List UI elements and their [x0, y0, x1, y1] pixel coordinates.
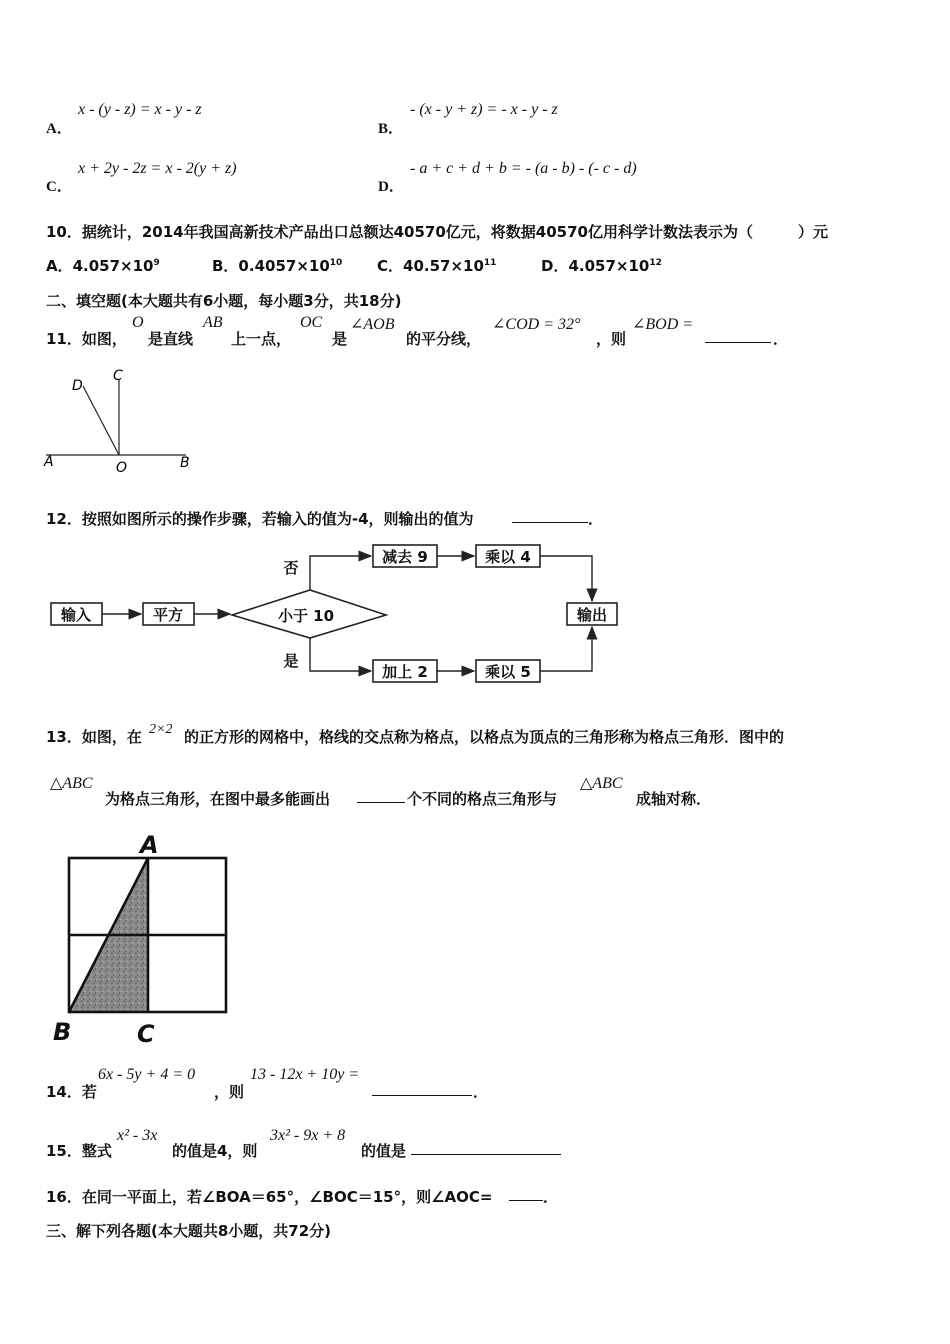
q12-end: ． — [588, 510, 604, 528]
section-3-heading: 三、解下列各题(本大题共8小题，共72分) — [46, 1222, 332, 1240]
input-label: 输入 — [60, 606, 92, 624]
q13-line2-c: 成轴对称． — [636, 790, 712, 808]
q13-line2-b: 个不同的格点三角形与 — [407, 790, 558, 808]
option-b-label: B． — [378, 121, 404, 137]
section-2-heading: 二、填空题(本大题共有6小题，每小题3分，共18分) — [46, 292, 402, 310]
q11-text-3: 是 — [332, 330, 348, 348]
vertex-b: B — [53, 1018, 72, 1046]
option-b-expression: - (x - y + z) = - x - y - z — [410, 101, 558, 118]
q13-triangle-2: △ABC — [580, 775, 623, 792]
q15-number: 15．整式 — [46, 1142, 112, 1160]
q14-expression: 13 - 12x + 10y = — [250, 1066, 360, 1083]
vertex-c: C — [137, 1020, 155, 1048]
angle-figure — [40, 366, 200, 478]
option-d-expression: - a + c + d + b = - (a - b) - (- c - d) — [410, 160, 637, 177]
q16-stem: 16．在同一平面上，若∠BOA＝65°，∠BOC＝15°，则∠AOC= — [46, 1188, 493, 1206]
q11-answer-blank[interactable] — [705, 328, 771, 347]
q14-text: ，则 — [214, 1083, 245, 1101]
q16-answer-blank[interactable] — [509, 1186, 543, 1205]
q13-triangle-1: △ABC — [50, 775, 93, 792]
q11-line-ab: AB — [203, 314, 223, 331]
condition-label: 小于 10 — [277, 607, 335, 625]
label-a: A — [44, 454, 54, 470]
q15-text-2: 的值是 — [361, 1142, 407, 1160]
ray-od — [83, 386, 119, 455]
q15-text-1: 的值是4，则 — [172, 1142, 258, 1160]
label-o: O — [116, 460, 128, 476]
label-c: C — [113, 368, 123, 384]
q11-point-o: O — [132, 314, 144, 331]
q10-option-a: A．$4.057\times 10^9$ — [46, 257, 160, 275]
q11-end: ． — [773, 330, 789, 348]
q13-line1-b: 的正方形的网格中，格线的交点称为格点，以格点为顶点的三角形称为格点三角形．图中的 — [184, 728, 785, 746]
q11-text-5: ，则 — [596, 330, 627, 348]
q13-grid-size: 2×2 — [149, 722, 173, 737]
q11-text-1: 是直线 — [148, 330, 194, 348]
multiply5-label: 乘以 5 — [485, 663, 531, 681]
q10-option-d: D．$4.057\times 10^{12}$ — [541, 257, 662, 275]
q14-equation: 6x - 5y + 4 = 0 — [98, 1066, 196, 1083]
no-label: 否 — [283, 559, 299, 577]
q12-answer-blank[interactable] — [512, 508, 588, 527]
vertex-a: A — [140, 831, 159, 859]
q11-angle-cod: ∠COD = 32° — [492, 316, 581, 333]
label-d: D — [72, 378, 83, 394]
option-a-label: A． — [46, 121, 72, 137]
q14-number: 14．若 — [46, 1083, 97, 1101]
q11-number: 11．如图， — [46, 330, 127, 348]
q13-answer-blank[interactable] — [357, 788, 405, 807]
q15-expression-1: x² - 3x — [117, 1127, 158, 1144]
multiply4-label: 乘以 4 — [485, 548, 531, 566]
q14-answer-blank[interactable] — [372, 1081, 472, 1100]
plus2-label: 加上 2 — [382, 663, 428, 681]
square-label: 平方 — [152, 606, 184, 624]
minus9-label: 减去 9 — [382, 548, 428, 566]
yes-label: 是 — [283, 652, 299, 670]
output-label: 输出 — [576, 606, 608, 624]
label-b: B — [180, 455, 190, 471]
grid-figure — [45, 826, 245, 1051]
q11-text-2: 上一点， — [231, 330, 292, 348]
q11-angle-aob: ∠AOB — [350, 316, 395, 333]
option-c-label: C． — [46, 179, 72, 195]
option-d-label: D． — [378, 179, 404, 195]
q12-stem: 12．按照如图所示的操作步骤，若输入的值为-4，则输出的值为 — [46, 510, 474, 528]
q10-stem: 10．据统计，2014年我国高新技术产品出口总额达40570亿元，将数据40570亿用科学计数法表示为（ ）元 — [46, 223, 828, 241]
flowchart — [40, 535, 640, 695]
q10-option-b: B．$0.4057\times 10^{10}$ — [212, 257, 343, 275]
q13-line1-a: 13．如图，在 — [46, 728, 142, 746]
q16-end: ． — [543, 1188, 559, 1206]
q14-end: ． — [473, 1083, 489, 1101]
q15-answer-blank[interactable] — [411, 1140, 561, 1159]
q11-angle-bod: ∠BOD = — [632, 316, 694, 333]
q15-expression-2: 3x² - 9x + 8 — [270, 1127, 346, 1144]
option-c-expression: x + 2y - 2z = x - 2(y + z) — [78, 160, 237, 177]
q11-ray-oc: OC — [300, 314, 323, 331]
q10-option-c: C．$40.57\times 10^{11}$ — [377, 257, 497, 275]
q13-line2-a: 为格点三角形，在图中最多能画出 — [105, 790, 331, 808]
option-a-expression: x - (y - z) = x - y - z — [78, 101, 202, 118]
q11-text-4: 的平分线， — [406, 330, 482, 348]
